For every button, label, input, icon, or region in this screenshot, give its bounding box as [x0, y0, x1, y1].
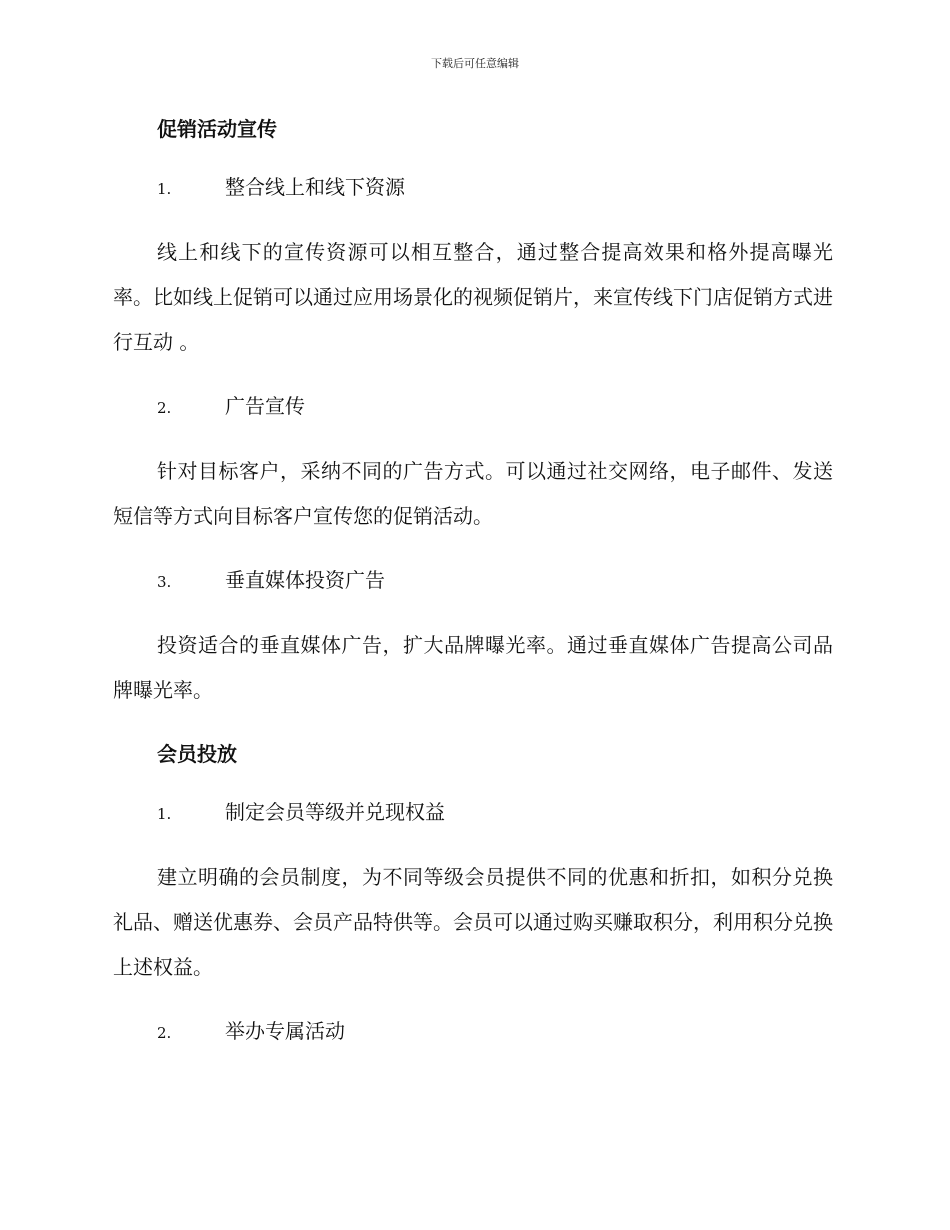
list-item-title: 举办专属活动 — [225, 1019, 345, 1043]
section-title-membership: 会员投放 — [157, 742, 237, 766]
list-item-title: 整合线上和线下资源 — [225, 175, 405, 199]
list-item-heading — [157, 389, 833, 425]
paragraph: 针对目标客户，采纳不同的广告方式。可以通过社交网络，电子邮件、发送短信等方式向目标客户宣传您的促销活动。 — [113, 459, 833, 528]
list-item-heading — [157, 170, 833, 206]
paragraph: 投资适合的垂直媒体广告，扩大品牌曝光率。通过垂直媒体广告提高公司品牌曝光率。 — [113, 633, 833, 702]
paragraph: 线上和线下的宣传资源可以相互整合，通过整合提高效果和格外提高曝光率。比如线上促销可以通过应用场景化的视频促销片，来宣传线下门店促销方式进行互动 。 — [113, 240, 833, 354]
list-item-title: 制定会员等级并兑现权益 — [225, 800, 445, 824]
list-item-title: 垂直媒体投资广告 — [225, 568, 385, 592]
section-title-promotion: 促销活动宣传 — [157, 117, 277, 141]
document-body — [113, 112, 833, 1050]
list-item-title: 广告宣传 — [225, 394, 305, 418]
paragraph: 建立明确的会员制度，为不同等级会员提供不同的优惠和折扣，如积分兑换礼品、赠送优惠券、会员产品特供等。会员可以通过购买赚取积分，利用积分兑换上述权益。 — [113, 865, 833, 979]
list-number: 1. — [157, 805, 172, 823]
list-number: 2. — [157, 1024, 172, 1042]
list-number: 1. — [157, 180, 172, 198]
list-item-heading — [157, 1014, 833, 1050]
list-item-heading — [157, 795, 833, 831]
list-item-heading — [157, 563, 833, 599]
list-number: 3. — [157, 573, 172, 591]
list-number: 2. — [157, 399, 172, 417]
page-header-note: 下载后可任意编辑 — [431, 57, 519, 70]
